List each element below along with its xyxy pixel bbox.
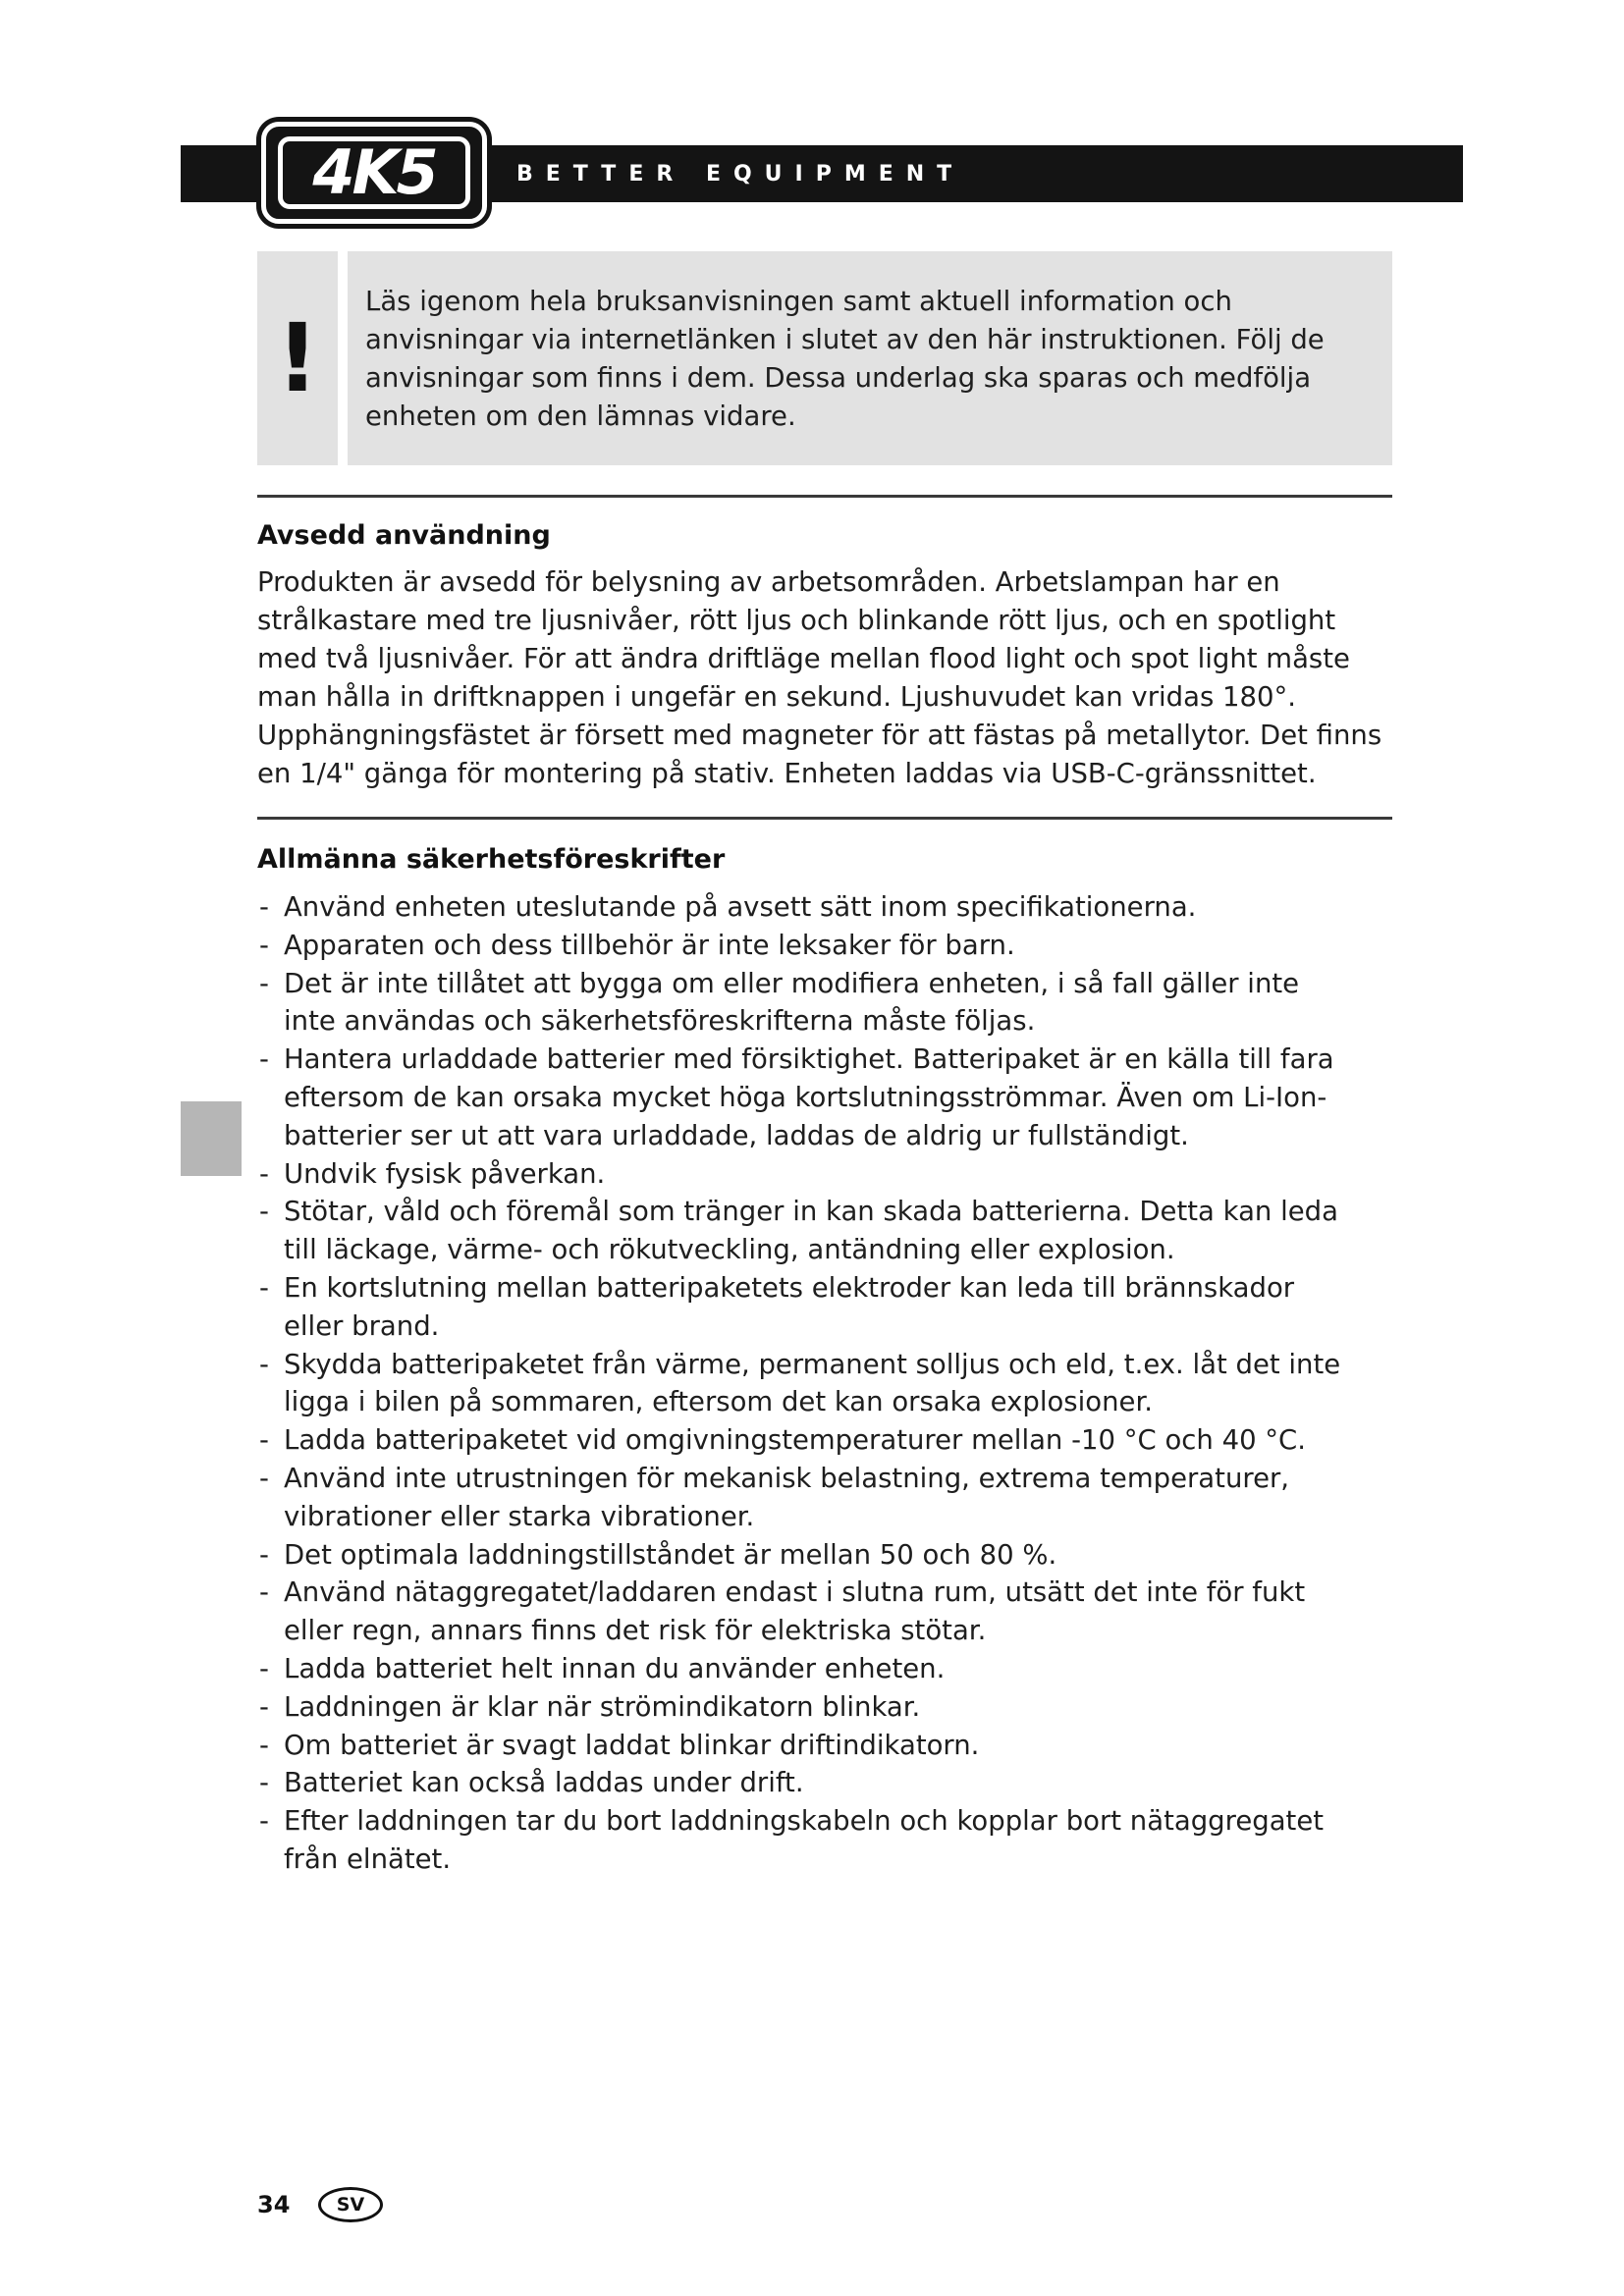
safety-item-line: inte användas och säkerhetsföreskrifterna måste följas. bbox=[284, 1005, 1036, 1038]
paragraph-line: man hålla in driftknappen i ungefär en sekund. Ljushuvudet kan vridas 180°. bbox=[257, 681, 1296, 713]
safety-item-line: - En kortslutning mellan batteripaketets elektroder kan leda till brännskador bbox=[284, 1271, 1295, 1304]
safety-item-line: - Stötar, våld och föremål som tränger in kan skada batterierna. Detta kan leda bbox=[284, 1196, 1338, 1228]
notice-line: anvisningar via internetlänken i slutet av den här instruktionen. Följ de bbox=[365, 324, 1325, 355]
safety-item bbox=[257, 1536, 1406, 1575]
safety-item bbox=[257, 927, 1406, 965]
safety-item bbox=[257, 1574, 1406, 1650]
notice-line: Läs igenom hela bruksanvisningen samt aktuell information och bbox=[365, 286, 1232, 317]
safety-item-line: - Använd enheten uteslutande på avsett sätt inom specifikationerna. bbox=[284, 891, 1197, 923]
safety-item-line: ligga i bilen på sommaren, eftersom det kan orsaka explosioner. bbox=[284, 1386, 1153, 1418]
paragraph-line: med två ljusnivåer. För att ändra driftläge mellan flood light och spot light måste bbox=[257, 643, 1350, 674]
safety-item-line: - Laddningen är klar när strömindikatorn blinkar. bbox=[284, 1690, 921, 1723]
safety-item-line: eller regn, annars finns det risk för elektriska stötar. bbox=[284, 1615, 987, 1647]
safety-item-line: eller brand. bbox=[284, 1309, 440, 1342]
notice-line: enheten om den lämnas vidare. bbox=[365, 400, 796, 432]
safety-item-line: - Skydda batteripaketet från värme, permanent solljus och eld, t.ex. låt det inte bbox=[284, 1348, 1341, 1380]
notice-line: anvisningar som finns i dem. Dessa underlag ska sparas och medfölja bbox=[365, 362, 1312, 394]
divider bbox=[257, 817, 1392, 820]
safety-item-line: - Använd nätaggregatet/laddaren endast i slutna rum, utsätt det inte för fukt bbox=[284, 1576, 1306, 1609]
safety-item-line: - Undvik fysisk påverkan. bbox=[284, 1157, 606, 1190]
notice-box bbox=[348, 251, 1392, 465]
brand-logo bbox=[261, 122, 487, 224]
paragraph-line: Upphängningsfästet är försett med magneter för att fästas på metallytor. Det finns bbox=[257, 720, 1382, 751]
safety-list bbox=[257, 888, 1406, 1879]
safety-item bbox=[257, 1802, 1406, 1879]
safety-item bbox=[257, 1269, 1406, 1346]
safety-item bbox=[257, 1346, 1406, 1422]
safety-item bbox=[257, 965, 1406, 1041]
divider bbox=[257, 495, 1392, 498]
safety-item bbox=[257, 1727, 1406, 1765]
paragraph-line: Produkten är avsedd för belysning av arbetsområden. Arbetslampan har en bbox=[257, 566, 1280, 598]
safety-item-line: - Batteriet kan också laddas under drift. bbox=[284, 1767, 804, 1799]
safety-item-line: batterier ser ut att vara urladdade, laddas de aldrig ur fullständigt. bbox=[284, 1119, 1189, 1151]
safety-item bbox=[257, 1041, 1406, 1154]
safety-item bbox=[257, 1688, 1406, 1727]
safety-item-line: - Apparaten och dess tillbehör är inte leksaker för barn. bbox=[284, 929, 1015, 961]
safety-item bbox=[257, 1764, 1406, 1802]
safety-item-line: till läckage, värme- och rökutveckling, antändning eller explosion. bbox=[284, 1234, 1175, 1266]
safety-item-line: - Om batteriet är svagt laddat blinkar driftindikatorn. bbox=[284, 1729, 980, 1761]
safety-item-line: - Hantera urladdade batterier med försiktighet. Batteripaket är en källa till fara bbox=[284, 1043, 1334, 1076]
safety-item bbox=[257, 1193, 1406, 1269]
section-title-safety: Allmänna säkerhetsföreskrifter bbox=[257, 844, 726, 875]
safety-item-line: eftersom de kan orsaka mycket höga kortslutningsströmmar. Även om Li-Ion- bbox=[284, 1081, 1327, 1113]
brand-logo-text: 4K5 bbox=[278, 136, 470, 209]
safety-item-line: - Det optimala laddningstillståndet är mellan 50 och 80 %. bbox=[284, 1538, 1057, 1571]
intended-use-paragraph bbox=[257, 563, 1396, 793]
safety-item-line: vibrationer eller starka vibrationer. bbox=[284, 1500, 755, 1532]
section-title-intended-use: Avsedd användning bbox=[257, 520, 551, 551]
safety-item-line: från elnätet. bbox=[284, 1842, 452, 1875]
language-badge: SV bbox=[318, 2187, 383, 2222]
safety-item bbox=[257, 1650, 1406, 1688]
safety-item-line: - Ladda batteriet helt innan du använder enheten. bbox=[284, 1652, 946, 1684]
paragraph-line: strålkastare med tre ljusnivåer, rött ljus och blinkande rött ljus, och en spotlight bbox=[257, 605, 1336, 636]
safety-item-line: - Efter laddningen tar du bort laddningskabeln och kopplar bort nätaggregatet bbox=[284, 1805, 1325, 1838]
section-side-tab bbox=[181, 1101, 242, 1176]
brand-tagline: BETTER EQUIPMENT bbox=[516, 161, 965, 187]
safety-item bbox=[257, 888, 1406, 927]
notice-icon-box bbox=[257, 251, 338, 465]
safety-item-line: - Ladda batteripaketet vid omgivningstemperaturer mellan -10 °C och 40 °C. bbox=[284, 1424, 1306, 1457]
page-number: 34 bbox=[257, 2191, 291, 2218]
safety-item bbox=[257, 1421, 1406, 1460]
safety-item bbox=[257, 1155, 1406, 1194]
safety-item-line: - Det är inte tillåtet att bygga om eller modifiera enheten, i så fall gäller inte bbox=[284, 967, 1300, 999]
safety-item-line: - Använd inte utrustningen för mekanisk belastning, extrema temperaturer, bbox=[284, 1462, 1290, 1494]
paragraph-line: en 1/4" gänga för montering på stativ. Enheten laddas via USB-C-gränssnittet. bbox=[257, 758, 1317, 789]
exclamation-icon: ! bbox=[276, 303, 319, 413]
safety-item bbox=[257, 1460, 1406, 1536]
